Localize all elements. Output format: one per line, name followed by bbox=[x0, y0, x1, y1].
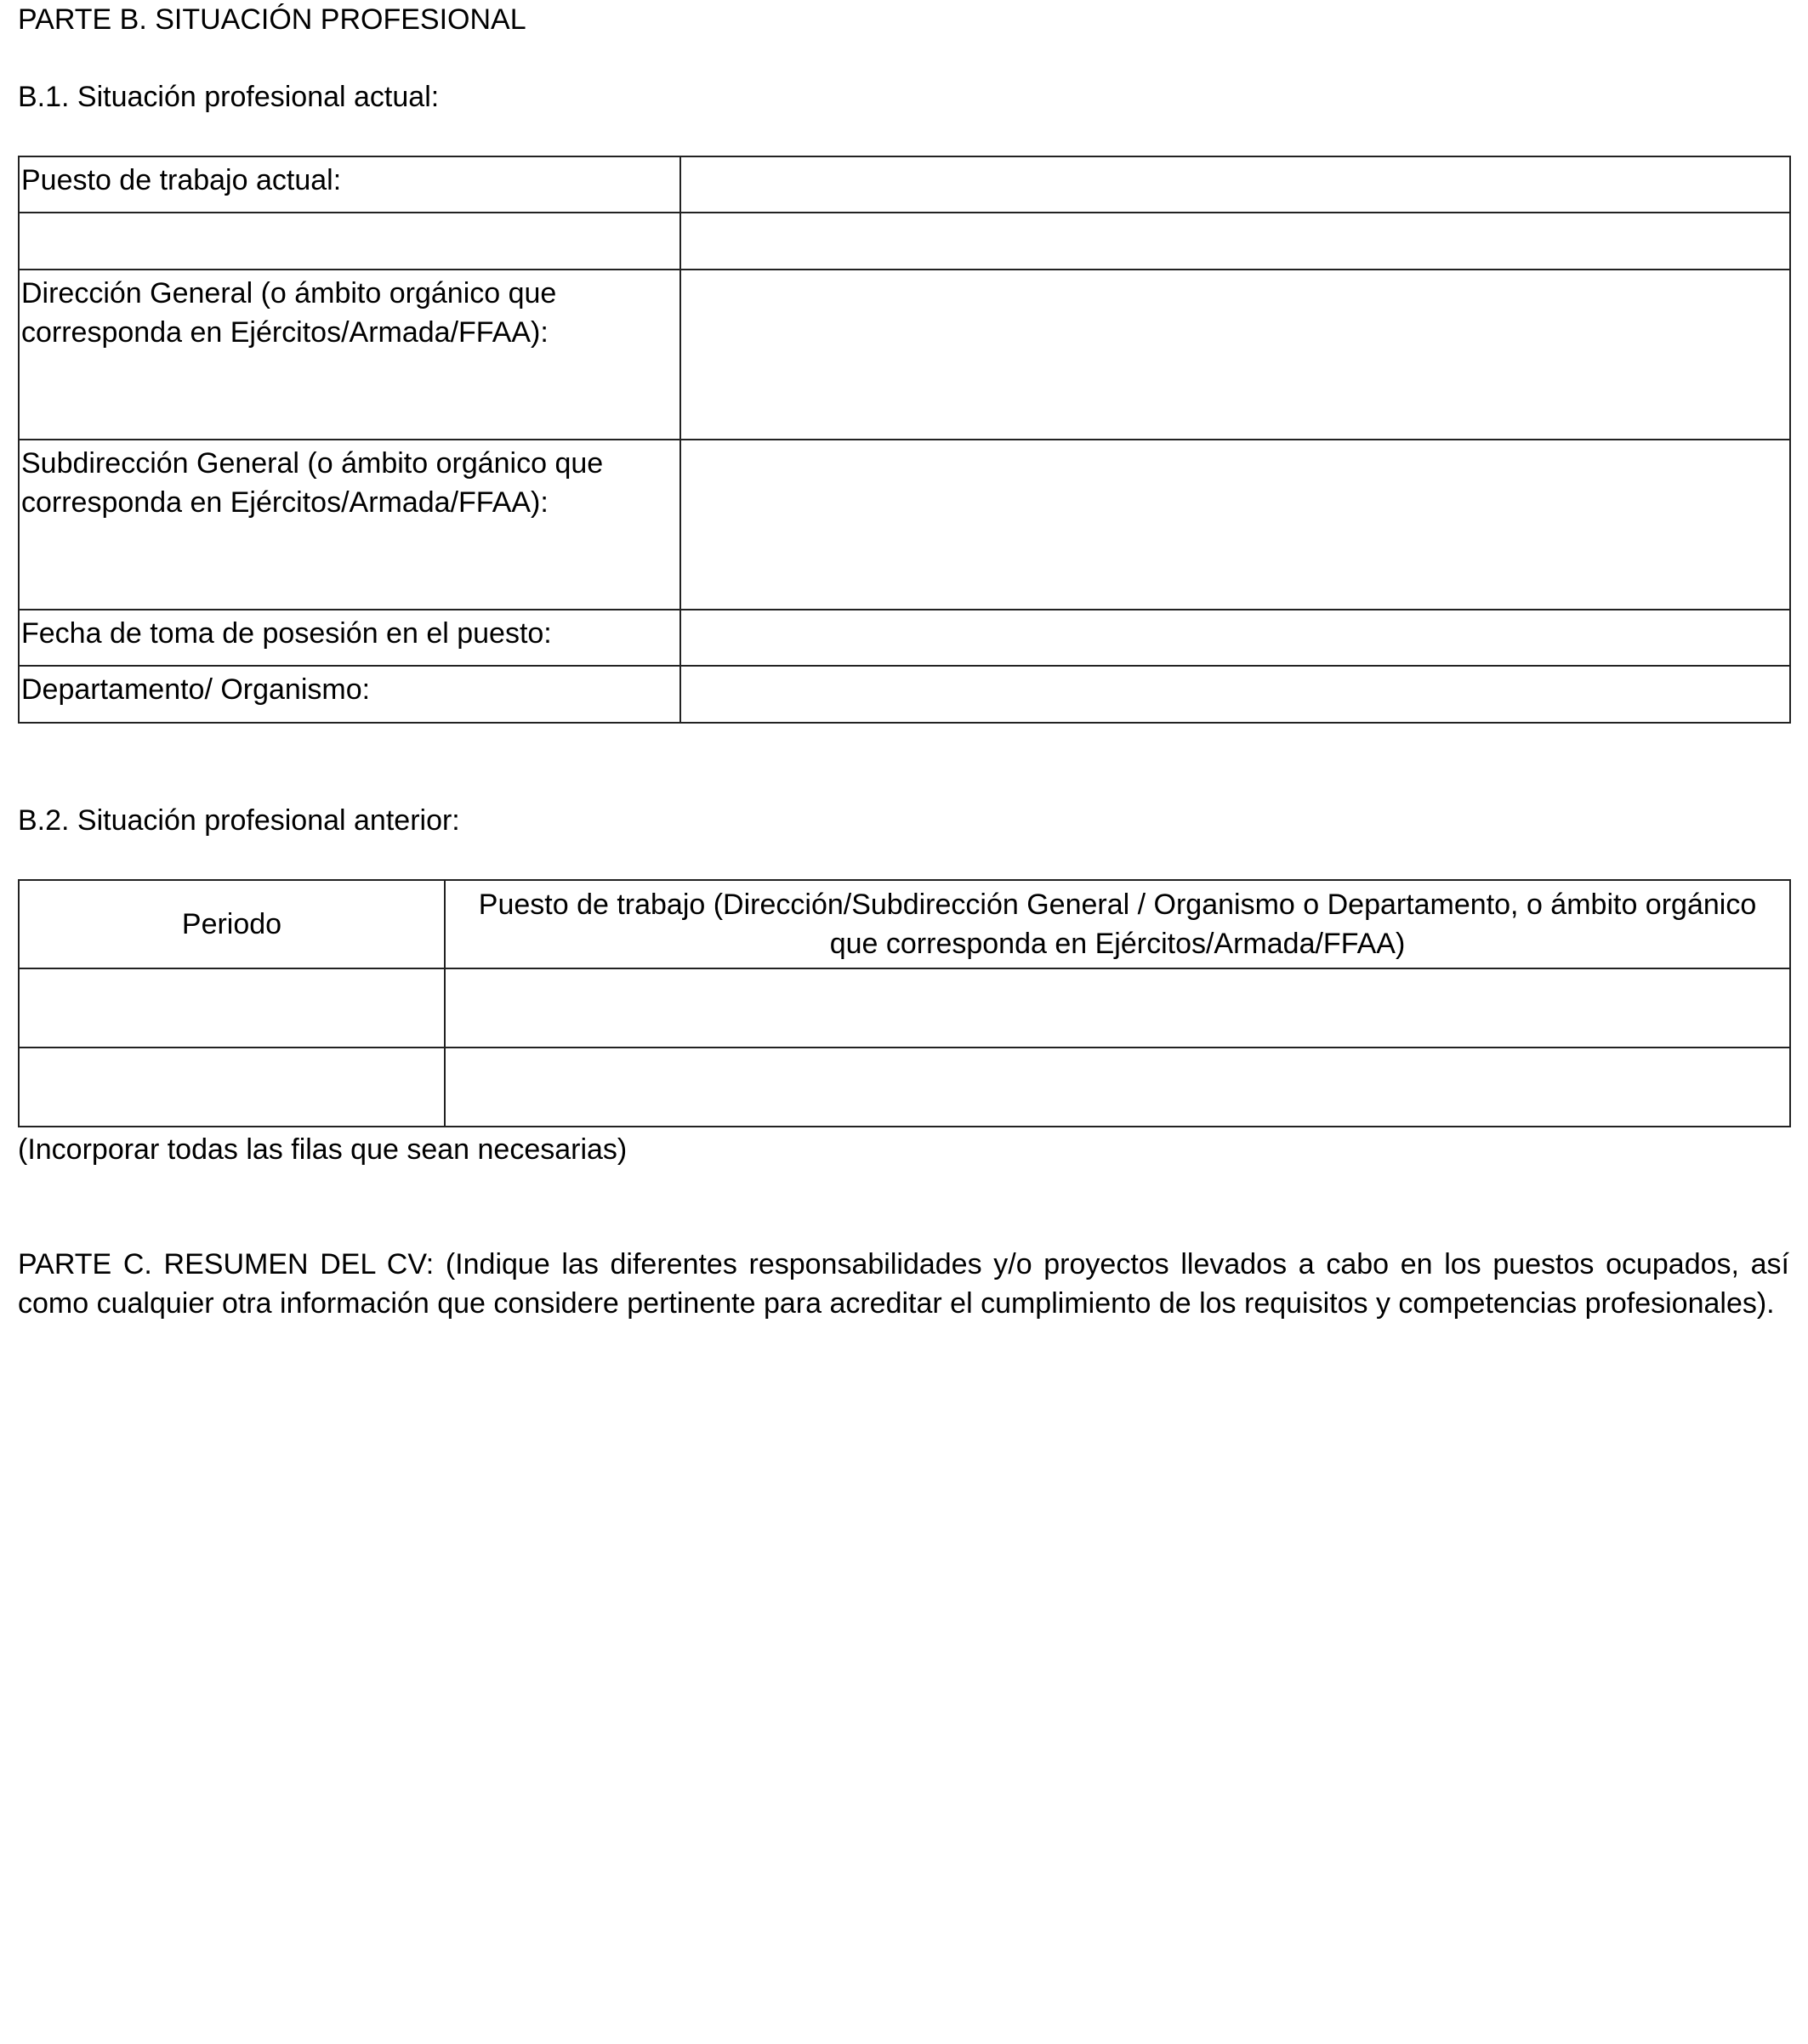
position-field[interactable] bbox=[445, 968, 1790, 1048]
add-rows-note: (Incorporar todas las filas que sean necesarias) bbox=[18, 1133, 628, 1166]
b1-heading: B.1. Situación profesional actual: bbox=[18, 81, 440, 113]
current-job-field[interactable] bbox=[680, 156, 1790, 213]
department-label: Departamento/ Organismo: bbox=[19, 666, 680, 723]
blank-label bbox=[19, 213, 680, 270]
table-row bbox=[19, 156, 1790, 213]
part-c-summary: PARTE C. RESUMEN DEL CV: (Indique las diferentes responsabilidades y/o proyectos llevados a cabo en los puestos ocupados, así como cualquier otra información que considere pertinente para acreditar el cumplimiento de los requisitos y competencias profesionales). bbox=[18, 1248, 1789, 1320]
sub-directorate-field[interactable] bbox=[680, 440, 1790, 610]
period-column-header: Periodo bbox=[19, 880, 445, 968]
period-field[interactable] bbox=[19, 968, 445, 1048]
general-directorate-field[interactable] bbox=[680, 270, 1790, 440]
table-row bbox=[19, 1048, 1790, 1127]
table-row bbox=[19, 666, 1790, 723]
previous-positions-table bbox=[18, 879, 1791, 1127]
position-column-header: Puesto de trabajo (Dirección/Subdirección General / Organismo o Departamento, o ámbito orgánico que corresponda en Ejércitos/Armada/FFAA) bbox=[445, 880, 1790, 968]
table-row bbox=[19, 213, 1790, 270]
part-b-title: PARTE B. SITUACIÓN PROFESIONAL bbox=[18, 3, 526, 36]
start-date-field[interactable] bbox=[680, 610, 1790, 666]
general-directorate-label: Dirección General (o ámbito orgánico que corresponda en Ejércitos/Armada/FFAA): bbox=[19, 270, 680, 440]
table-row bbox=[19, 270, 1790, 440]
current-job-label: Puesto de trabajo actual: bbox=[19, 156, 680, 213]
period-field[interactable] bbox=[19, 1048, 445, 1127]
current-position-table bbox=[18, 156, 1791, 724]
table-row bbox=[19, 968, 1790, 1048]
table-row bbox=[19, 610, 1790, 666]
department-field[interactable] bbox=[680, 666, 1790, 723]
sub-directorate-label: Subdirección General (o ámbito orgánico que corresponda en Ejércitos/Armada/FFAA): bbox=[19, 440, 680, 610]
b2-heading: B.2. Situación profesional anterior: bbox=[18, 804, 460, 837]
start-date-label: Fecha de toma de posesión en el puesto: bbox=[19, 610, 680, 666]
table-header-row bbox=[19, 880, 1790, 968]
table-row bbox=[19, 440, 1790, 610]
position-field[interactable] bbox=[445, 1048, 1790, 1127]
blank-field[interactable] bbox=[680, 213, 1790, 270]
